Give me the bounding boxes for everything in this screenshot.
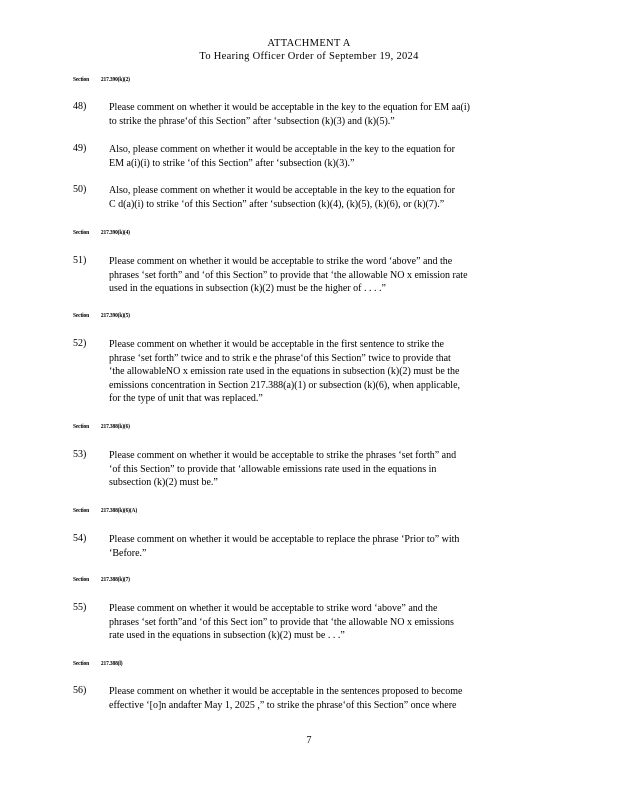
question-text: [109, 338, 541, 406]
text-line: subsection (k)(2) must be.”: [109, 477, 218, 488]
text-line: Please comment on whether it would be acceptable in the sentences proposed to become: [109, 686, 463, 697]
question-text: [109, 449, 541, 490]
text-line: Please comment on whether it would be acceptable to strike word ‘above” and the: [109, 603, 438, 614]
section-label: Section: [73, 576, 90, 583]
text-line: Please comment on whether it would be acceptable to strike the phrases ‘set forth” and: [109, 450, 457, 461]
section-label: Section: [73, 312, 90, 319]
question-text: [109, 685, 541, 712]
text-line: phrases ‘set forth”and ‘of this Sect ion” to provide that ‘the allowable NO x emissions: [109, 616, 454, 628]
question-text: [109, 184, 541, 211]
question-number: 54): [73, 533, 87, 544]
question-number: 50): [73, 184, 87, 195]
text-line: emissions concentration in Section 217.388(a)(1) or subsection (k)(6), when applicable,: [109, 379, 461, 391]
question-number: 49): [73, 143, 87, 154]
text-line: ‘of this Section” to provide that ‘allowable emissions rate used in the equations in: [109, 463, 437, 475]
text-line: ‘the allowableNO x emission rate used in the equations in subsection (k)(2) must be the: [109, 366, 460, 377]
text-line: used in the equations in subsection (k)(2) must be the higher of . . . .”: [109, 283, 386, 294]
text-line: C d(a)(i) to strike ‘of this Section” after ‘subsection (k)(4), (k)(5), (k)(6), or (k)(7).”: [109, 198, 445, 210]
section-heading: [73, 660, 122, 667]
text-line: Please comment on whether it would be acceptable in the key to the equation for EM aa(i): [109, 102, 470, 113]
question-number: 55): [73, 602, 87, 613]
section-heading: [73, 229, 130, 236]
section-heading: [73, 507, 137, 514]
order-subtitle: To Hearing Officer Order of September 19, 2024: [199, 51, 419, 62]
page-number: 7: [306, 735, 312, 746]
section-heading: [73, 76, 130, 83]
section-label: Section: [73, 507, 90, 514]
question-text: [109, 143, 541, 170]
section-heading: [73, 423, 130, 430]
text-line: rate used in the equations in subsection (k)(2) must be . . .”: [109, 630, 345, 641]
attachment-title: ATTACHMENT A: [267, 38, 351, 49]
question-number: 48): [73, 101, 87, 112]
question-text: [109, 533, 541, 560]
section-code: 217.390(k)(2): [100, 76, 130, 83]
section-heading: [73, 576, 130, 583]
section-heading: [73, 312, 130, 319]
section-code: 217.390(k)(4): [100, 229, 130, 236]
text-line: Please comment on whether it would be acceptable to strike the word ‘above” and the: [109, 256, 453, 267]
section-code: 217.388(k)(6)(A): [100, 507, 138, 514]
text-line: phrase ‘set forth” twice and to strik e the phrase‘of this Section” twice to provide that: [109, 352, 451, 364]
section-code: 217.388(l): [100, 660, 123, 667]
question-text: [109, 255, 541, 296]
question-number: 51): [73, 255, 87, 266]
text-line: Also, please comment on whether it would be acceptable in the key to the equation for: [109, 144, 456, 155]
text-line: ‘Before.”: [109, 547, 147, 559]
text-line: Please comment on whether it would be acceptable to replace the phrase ‘Prior to” with: [109, 534, 460, 545]
section-label: Section: [73, 76, 90, 83]
text-line: Please comment on whether it would be acceptable in the first sentence to strike the: [109, 339, 444, 350]
section-code: 217.390(k)(5): [100, 312, 130, 319]
text-line: effective ‘[o]n andafter May 1, 2025 ,” to strike the phrase‘of this Section” once where: [109, 699, 457, 711]
section-label: Section: [73, 660, 90, 667]
text-line: for the type of unit that was replaced.”: [109, 393, 263, 404]
text-line: Also, please comment on whether it would be acceptable in the key to the equation for: [109, 185, 456, 196]
section-label: Section: [73, 229, 90, 236]
text-line: to strike the phrase‘of this Section” after ‘subsection (k)(3) and (k)(5).”: [109, 115, 395, 127]
text-line: phrases ‘set forth” and ‘of this Section” to provide that ‘the allowable NO x emission rate: [109, 269, 468, 281]
section-code: 217.388(k)(7): [100, 576, 130, 583]
question-number: 56): [73, 685, 87, 696]
question-number: 52): [73, 338, 87, 349]
question-text: [109, 101, 541, 128]
question-number: 53): [73, 449, 87, 460]
text-line: EM a(i)(i) to strike ‘of this Section” after ‘subsection (k)(3).”: [109, 157, 355, 169]
question-text: [109, 602, 541, 643]
section-label: Section: [73, 423, 90, 430]
section-code: 217.388(k)(6): [100, 423, 130, 430]
